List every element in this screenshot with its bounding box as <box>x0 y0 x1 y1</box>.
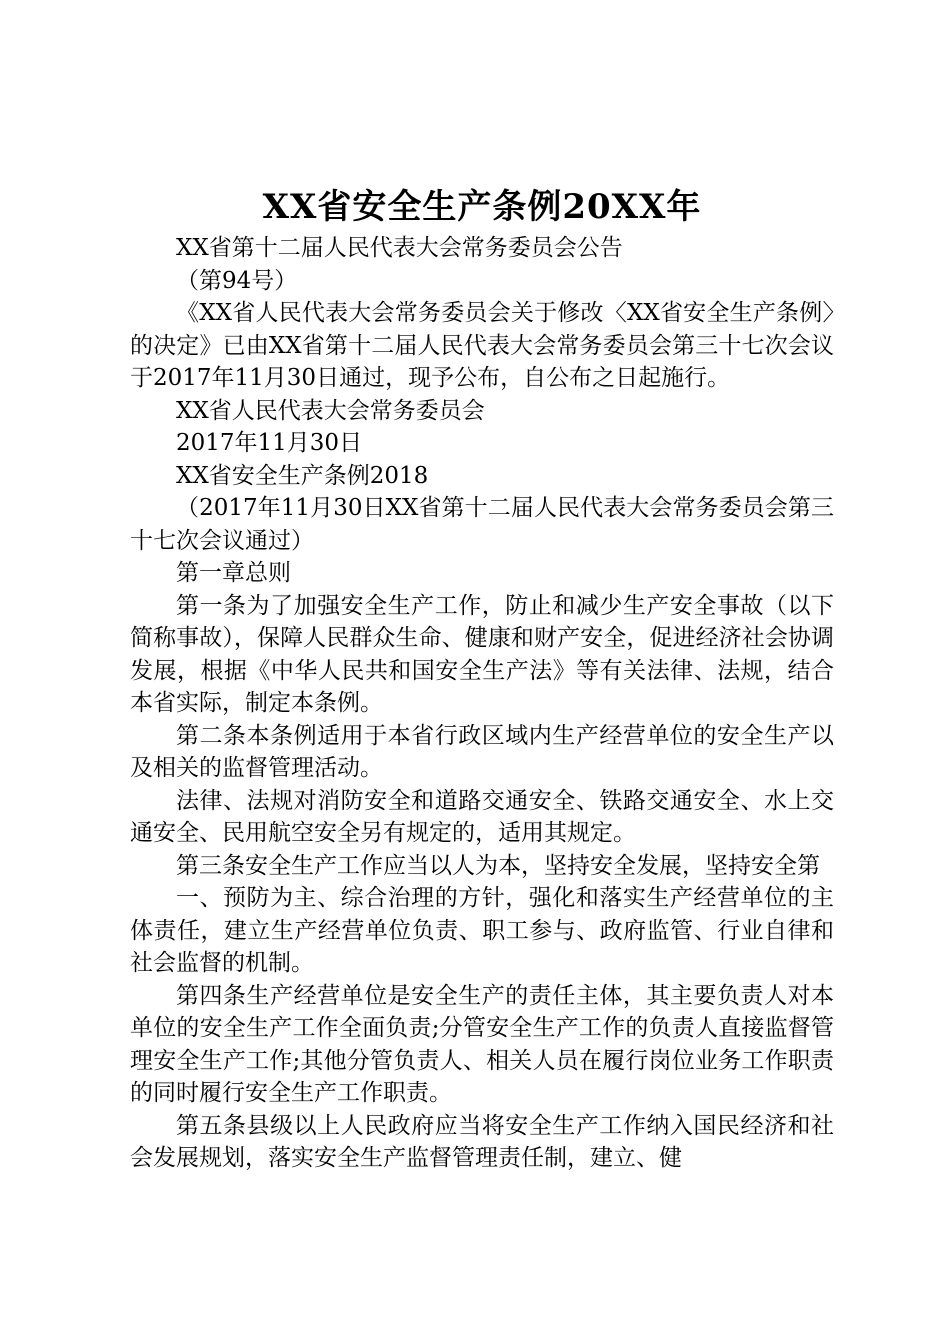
regulation-title: XX省安全生产条例2018 <box>176 462 429 489</box>
article-2: 第二条本条例适用于本省行政区域内生产经营单位的安全生产以及相关的监督管理活动。 <box>130 722 834 781</box>
chapter-heading: 第一章总则 <box>176 560 291 586</box>
article-3-continued: 一、预防为主、综合治理的方针，强化和落实生产经营单位的主体责任，建立生产经营单位负责、职工参与、政府监管、行业自律和社会监督的机制。 <box>130 885 834 976</box>
document-title: XX省安全生产条例20XX年 <box>262 187 702 227</box>
article-5: 第五条县级以上人民政府应当将安全生产工作纳入国民经济和社会发展规划，落实安全生产监督管理责任制，建立、健 <box>130 1112 834 1171</box>
issue-date: 2017年11月30日 <box>176 430 363 456</box>
issuing-authority: XX省人民代表大会常务委员会 <box>176 397 485 424</box>
announcement-heading: XX省第十二届人民代表大会常务委员会公告 <box>176 235 623 261</box>
article-4: 第四条生产经营单位是安全生产的责任主体，其主要负责人对本单位的安全生产工作全面负责;分管安全生产工作的负责人直接监督管理安全生产工作;其他分管负责人、相关人员在履行岗位业务工作职责的同时履行安全生产工作职责。 <box>130 982 834 1106</box>
adoption-note: （2017年11月30日XX省第十二届人民代表大会常务委员会第三十七次会议通过） <box>130 495 834 554</box>
article-2-clause: 法律、法规对消防安全和道路交通安全、铁路交通安全、水上交通安全、民用航空安全另有规定的，适用其规定。 <box>130 787 834 846</box>
announcement-number: （第94号） <box>176 267 298 294</box>
document-page <box>130 186 834 1175</box>
announcement-body: 《XX省人民代表大会常务委员会关于修改〈XX省安全生产条例〉的决定》已由XX省第十二届人民代表大会常务委员会第三十七次会议于2017年11月30日通过，现予公布，自公布之日起施行。 <box>130 300 834 391</box>
article-1: 第一条为了加强安全生产工作，防止和减少生产安全事故（以下简称事故），保障人民群众生命、健康和财产安全，促进经济社会协调发展，根据《中华人民共和国安全生产法》等有关法律、法规，结合本省实际，制定本条例。 <box>130 592 834 716</box>
article-3: 第三条安全生产工作应当以人为本，坚持安全发展，坚持安全第 <box>176 852 820 879</box>
